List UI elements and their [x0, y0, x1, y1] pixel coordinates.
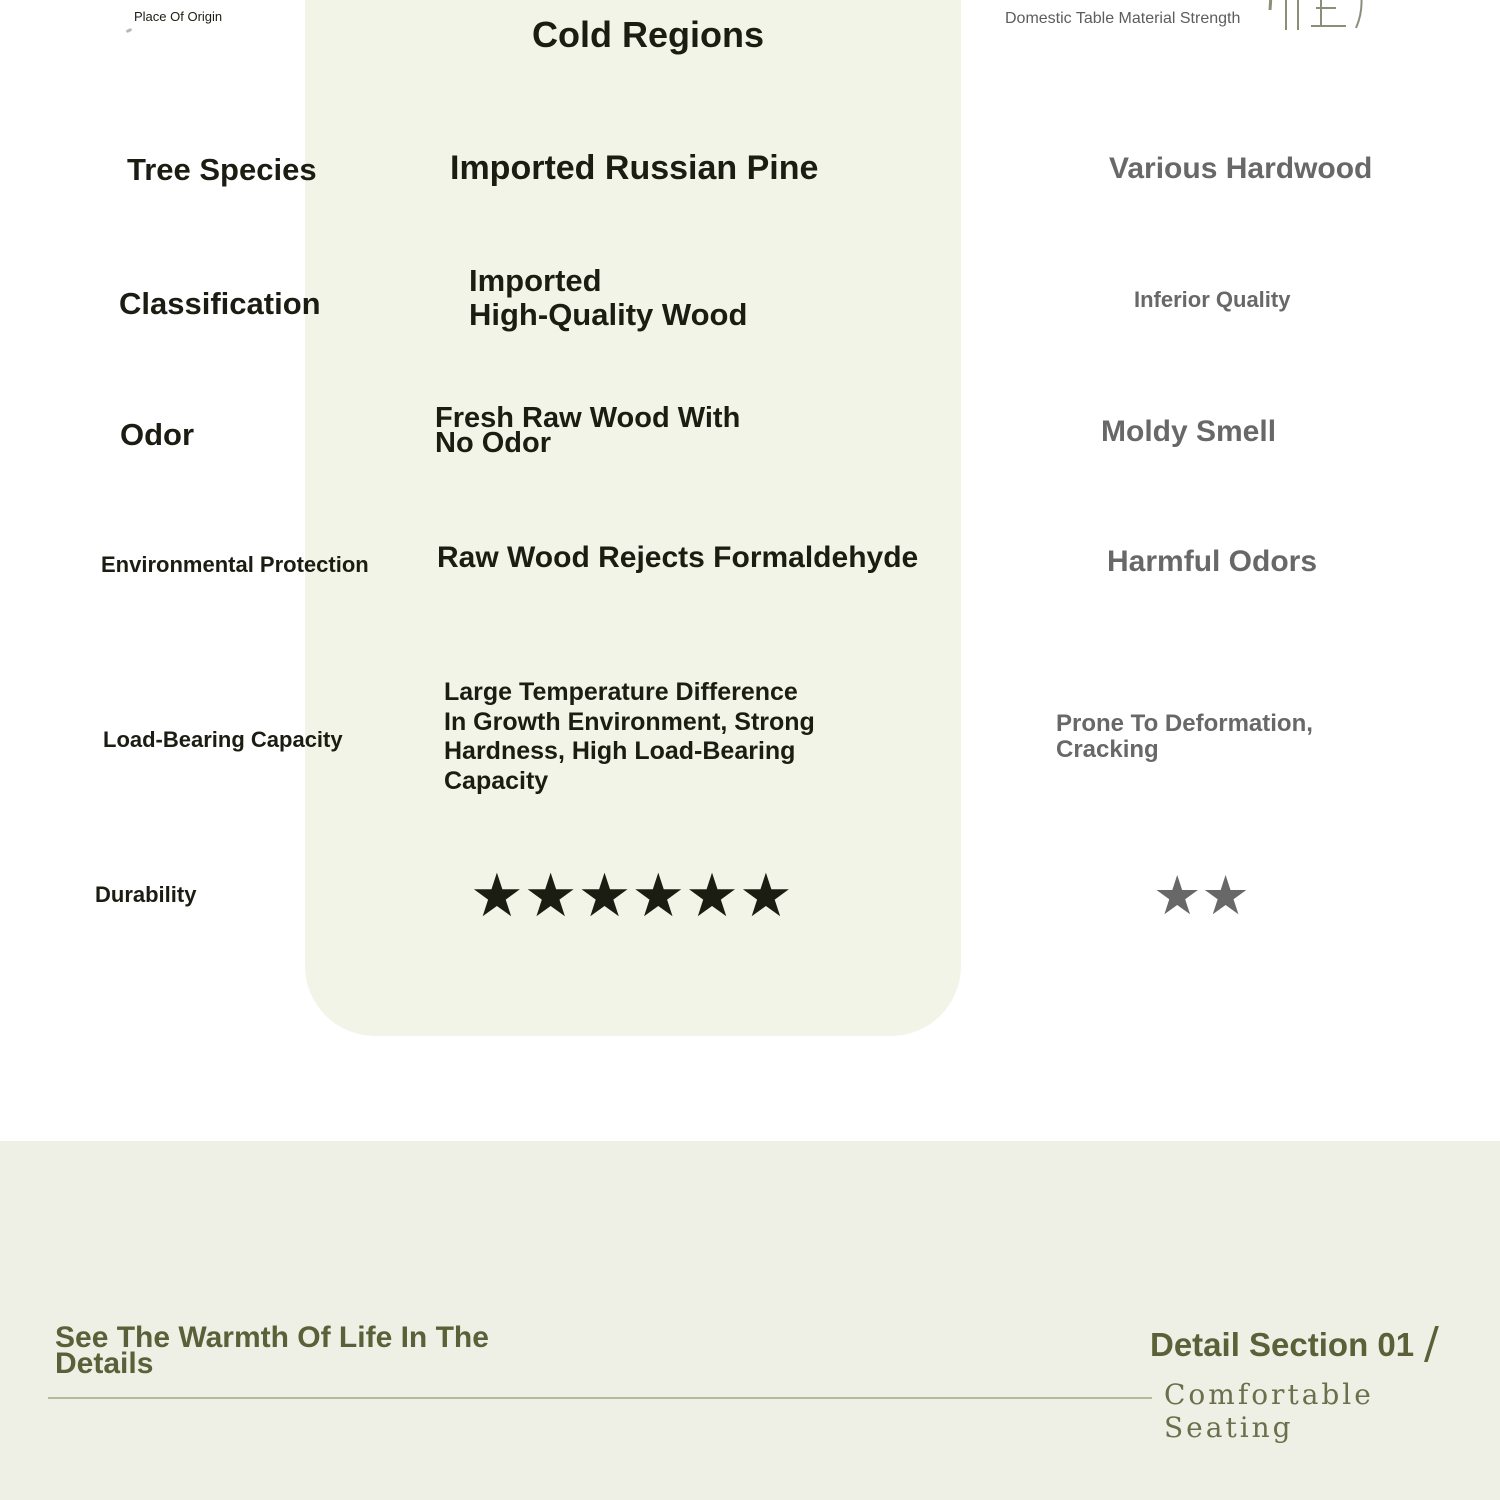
row-label-classification: Classification	[119, 286, 321, 321]
row-label-durability: Durability	[95, 882, 197, 907]
detail-section-title: Detail Section 01	[1150, 1326, 1415, 1363]
bad-value-environmental-protection: Harmful Odors	[1107, 545, 1318, 578]
decorative-glyph-icon	[1266, 0, 1376, 42]
bad-rating-stars: ★★	[1153, 866, 1250, 926]
good-value-odor: Fresh Raw Wood With No Odor	[435, 402, 741, 459]
row-label-load-bearing: Load-Bearing Capacity	[103, 727, 343, 752]
good-value-tree-species: Imported Russian Pine	[450, 149, 819, 187]
good-rating-stars: ★★★★★★	[470, 862, 793, 929]
origin-dot-icon	[126, 28, 133, 33]
footer-divider	[48, 1397, 1152, 1399]
bad-value-tree-species: Various Hardwood	[1109, 152, 1373, 185]
region-title: Cold Regions	[532, 14, 764, 55]
slash-divider-icon: /	[1424, 1318, 1439, 1369]
domestic-label: Domestic Table Material Strength	[1005, 10, 1241, 27]
bad-value-odor: Moldy Smell	[1101, 415, 1277, 448]
good-value-load-bearing: Large Temperature Difference In Growth Environment, Strong Hardness, High Load-Bearing Capacity	[444, 678, 815, 795]
row-label-tree-species: Tree Species	[127, 152, 317, 187]
row-label-odor: Odor	[120, 417, 195, 452]
detail-section-subtitle: Comfortable Seating	[1164, 1378, 1374, 1444]
good-value-environmental-protection: Raw Wood Rejects Formaldehyde	[437, 541, 919, 574]
origin-label: Place Of Origin	[134, 9, 223, 24]
bad-value-load-bearing: Prone To Deformation, Cracking	[1056, 710, 1313, 763]
good-value-classification: Imported High-Quality Wood	[469, 263, 748, 333]
row-label-environmental-protection: Environmental Protection	[101, 552, 369, 577]
bad-value-classification: Inferior Quality	[1134, 287, 1291, 312]
footer-tagline: See The Warmth Of Life In The Details	[55, 1321, 489, 1380]
